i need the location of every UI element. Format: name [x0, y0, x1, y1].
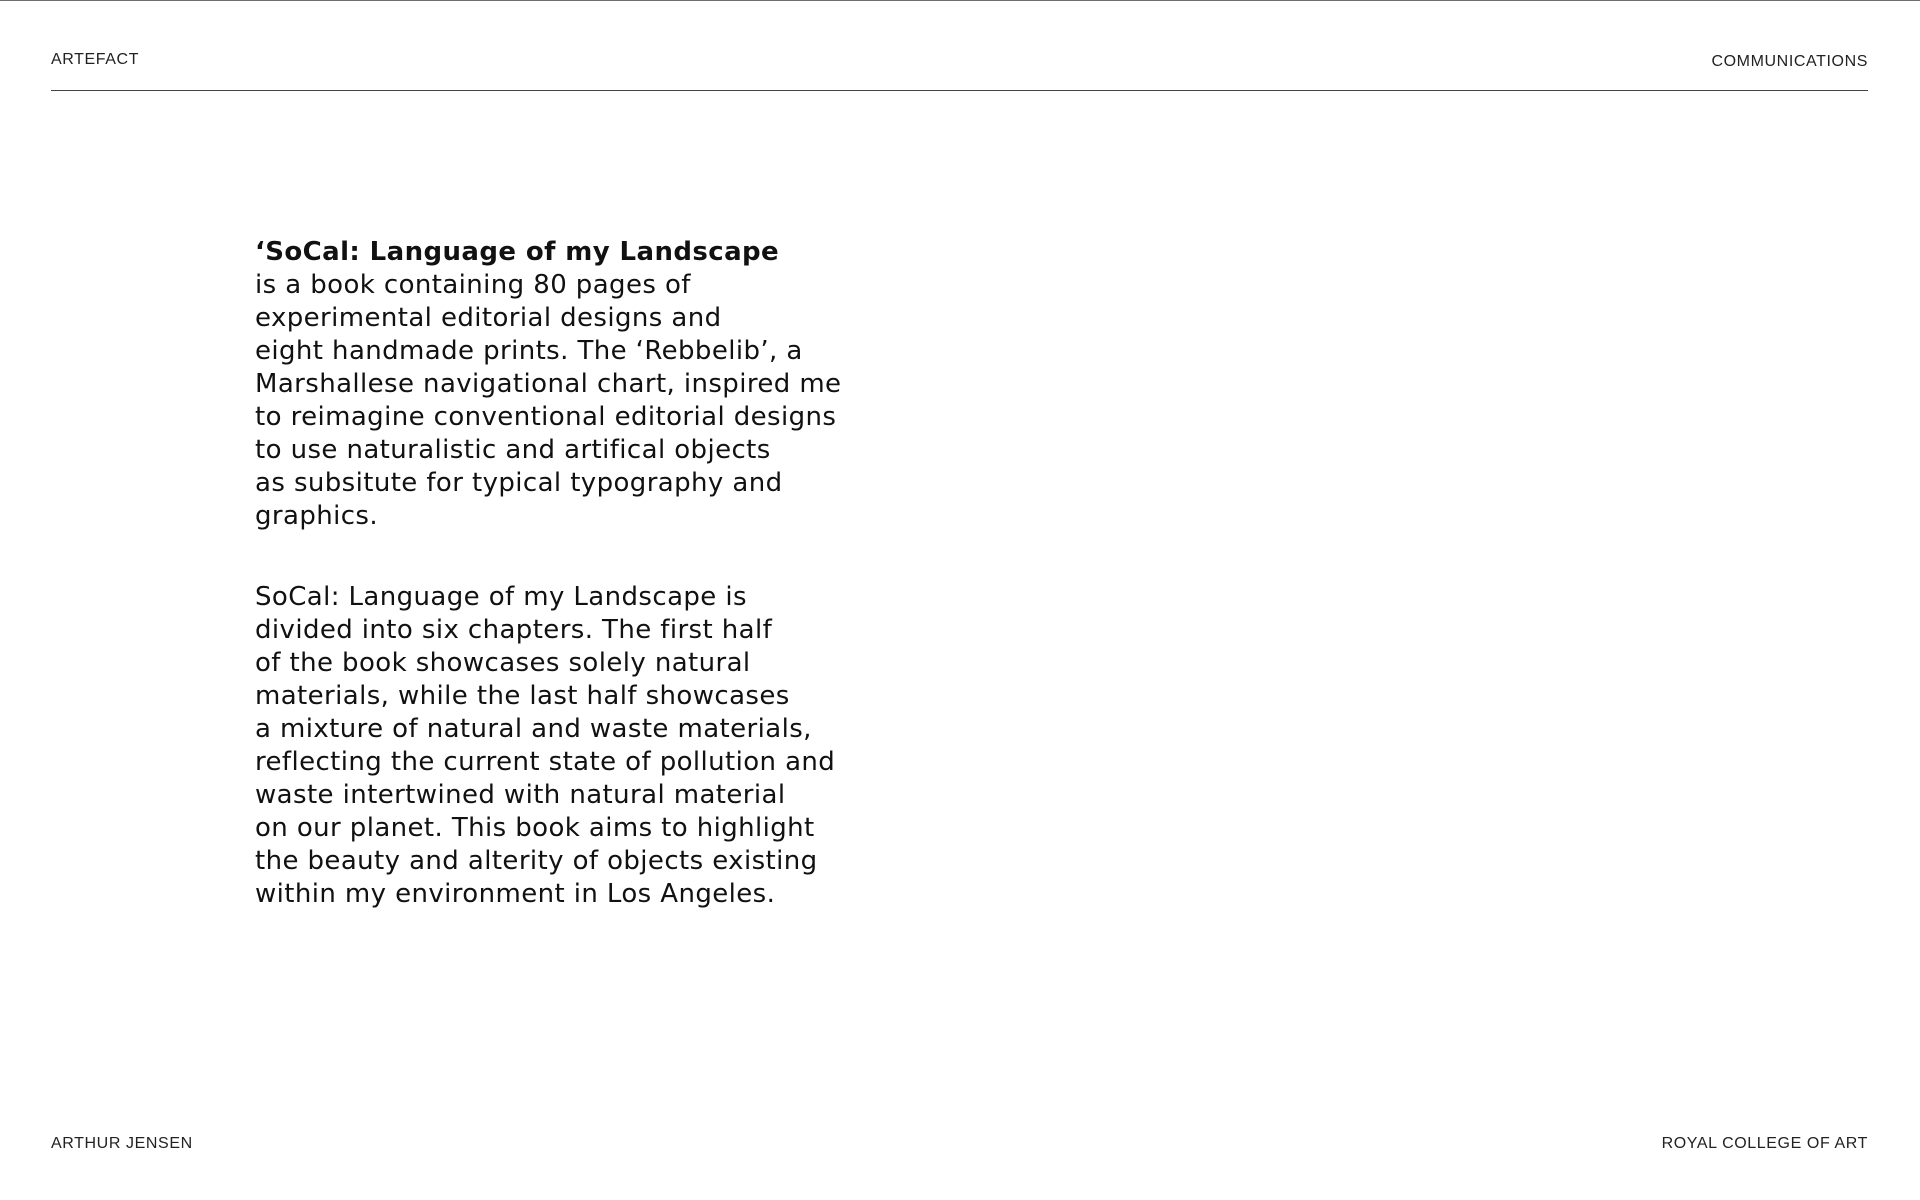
text-line: to reimagine conventional editorial designs	[255, 402, 837, 432]
text-line: to use naturalistic and artifical objects	[255, 435, 771, 465]
header-category-label: COMMUNICATIONS	[1711, 53, 1868, 70]
text-line: within my environment in Los Angeles.	[255, 879, 776, 909]
text-line: graphics.	[255, 501, 379, 531]
text-line: is a book containing 80 pages of	[255, 270, 691, 300]
text-line: experimental editorial designs and	[255, 303, 722, 333]
text-line: a mixture of natural and waste materials,	[255, 714, 812, 744]
footer-institution: ROYAL COLLEGE OF ART	[1661, 1135, 1868, 1152]
page-header	[51, 0, 1868, 91]
text-line: eight handmade prints. The ‘Rebbelib’, a	[255, 336, 803, 366]
text-line: of the book showcases solely natural	[255, 648, 751, 678]
body-text	[255, 236, 895, 911]
text-line: SoCal: Language of my Landscape is	[255, 582, 747, 612]
text-line: materials, while the last half showcases	[255, 681, 790, 711]
paragraph-chapters	[255, 581, 895, 911]
text-line: the beauty and alterity of objects existing	[255, 846, 818, 876]
book-title-line: ‘SoCal: Language of my Landscape	[255, 237, 780, 267]
footer-author-name: ARTHUR JENSEN	[51, 1135, 193, 1152]
paragraph-intro	[255, 236, 895, 533]
text-line: on our planet. This book aims to highlight	[255, 813, 815, 843]
text-line: divided into six chapters. The first half	[255, 615, 773, 645]
text-line: reflecting the current state of pollution and	[255, 747, 836, 777]
text-line: Marshallese navigational chart, inspired me	[255, 369, 842, 399]
header-section-label: ARTEFACT	[51, 51, 140, 68]
text-line: as subsitute for typical typography and	[255, 468, 783, 498]
text-line: waste intertwined with natural material	[255, 780, 786, 810]
